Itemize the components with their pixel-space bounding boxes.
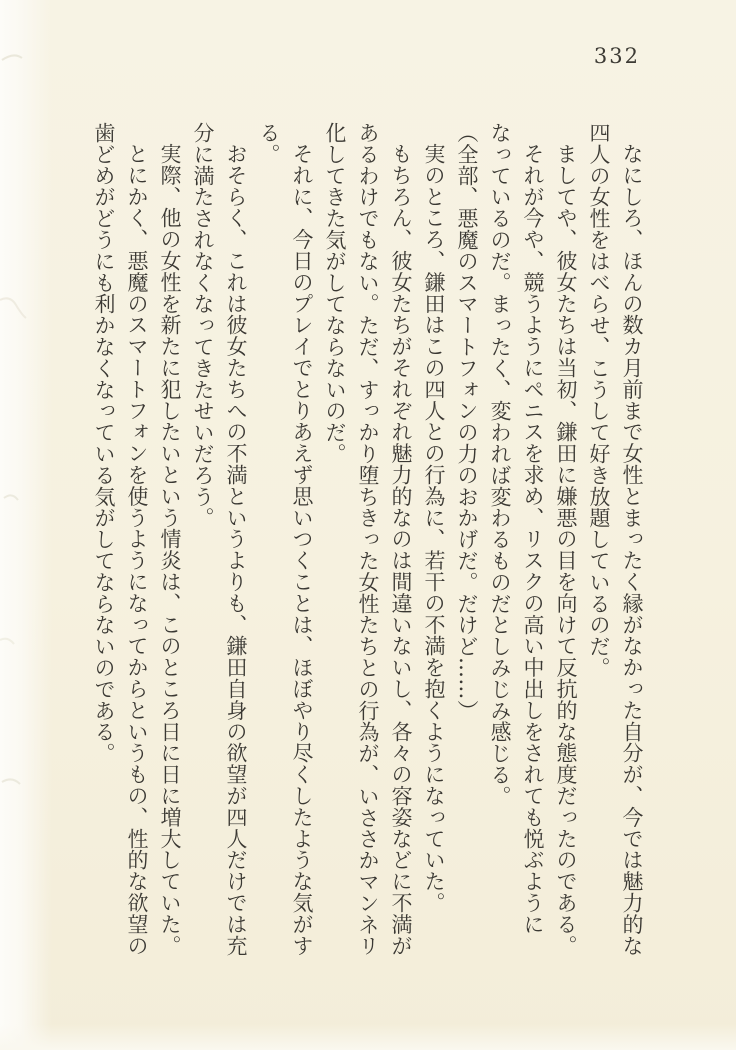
page-gutter-shading [0, 0, 52, 1050]
paragraph: おそらく、これは彼女たちへの不満というよりも、鎌田自身の欲望が四人だけでは充分に満たされなくなってきたせいだろう。 [191, 122, 248, 957]
paragraph: それが今や、競うようにペニスを求め、リスクの高い中出しをされても悦ぶようになっているのだ。まったく、変われば変わるものだとしみじみ感じる。 [488, 122, 545, 935]
body-text [87, 122, 648, 964]
paragraph: 実際、他の女性を新たに犯したいという情炎は、このところ日に日に増大していた。 [158, 143, 182, 957]
paragraph: とにかく、悪魔のスマートフォンを使うようになってからというもの、性的な欲望の歯どめがどうにも利かなくなっている気がしてならないのである。 [92, 122, 149, 957]
page-number: 332 [593, 44, 640, 68]
paragraph: ましてや、彼女たちは当初、鎌田に嫌悪の目を向けて反抗的な態度だったのである。 [554, 143, 578, 957]
paragraph-parenthetical: （全部、悪魔のスマートフォンの力のおかげだ。だけど……） [455, 122, 479, 722]
paragraph: なにしろ、ほんの数カ月前まで女性とまったく縁がなかった自分が、今では魅力的な四人の女性をはべらせ、こうして好き放題しているのだ。 [587, 122, 644, 957]
paragraph: それに、今日のプレイでとりあえず思いつくことは、ほぼやり尽くしたような気がする。 [257, 122, 314, 957]
paragraph: もちろん、彼女たちがそれぞれ魅力的なのは間違いないし、各々の容姿などに不満があるわけでもない。ただ、すっかり堕ちきった女性たちとの行為が、いささかマンネリ化してきた気がしてならないのだ。 [323, 122, 413, 957]
paragraph: 実のところ、鎌田はこの四人との行為に、若干の不満を抱くようになっていた。 [422, 143, 446, 914]
page-bottom-shading [0, 1024, 736, 1050]
scan-artifact-scratches [0, 0, 60, 1050]
